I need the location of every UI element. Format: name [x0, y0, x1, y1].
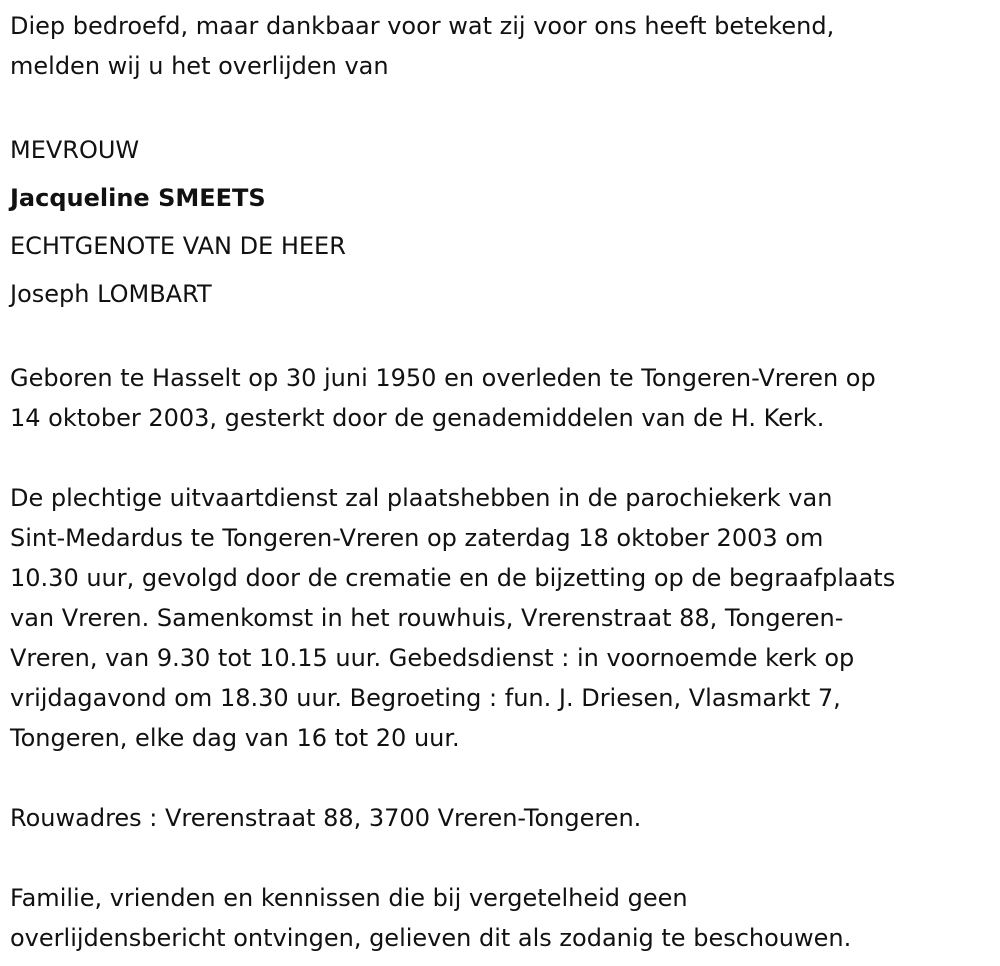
funeral-paragraph [10, 478, 995, 758]
spouse-name: Joseph LOMBART [10, 280, 212, 308]
birth-death-line: 14 oktober 2003, gesterkt door de genademiddelen van de H. Kerk. [10, 404, 825, 432]
funeral-line: vrijdagavond om 18.30 uur. Begroeting : fun. J. Driesen, Vlasmarkt 7, [10, 684, 841, 712]
birth-death-line: Geboren te Hasselt op 30 juni 1950 en overleden te Tongeren-Vreren op [10, 364, 876, 392]
salutation: MEVROUW [10, 136, 140, 164]
intro-paragraph [10, 6, 995, 86]
closing-line: Familie, vrienden en kennissen die bij vergetelheid geen [10, 884, 688, 912]
mourning-address: Rouwadres : Vrerenstraat 88, 3700 Vreren-Tongeren. [10, 804, 642, 832]
closing-paragraph [10, 878, 995, 958]
spacer [10, 86, 995, 126]
funeral-line: 10.30 uur, gevolgd door de crematie en de bijzetting op de begraafplaats [10, 564, 896, 592]
funeral-line: van Vreren. Samenkomst in het rouwhuis, Vrerenstraat 88, Tongeren- [10, 604, 844, 632]
funeral-line: De plechtige uitvaartdienst zal plaatshebben in de parochiekerk van [10, 484, 833, 512]
spacer [10, 318, 995, 358]
death-notice [10, 6, 995, 958]
closing-line: overlijdensbericht ontvingen, gelieven dit als zodanig te beschouwen. [10, 924, 852, 952]
intro-line: Diep bedroefd, maar dankbaar voor wat zij voor ons heeft betekend, [10, 12, 835, 40]
funeral-line: Sint-Medardus te Tongeren-Vreren op zaterdag 18 oktober 2003 om [10, 524, 824, 552]
intro-line: melden wij u het overlijden van [10, 52, 389, 80]
birth-death-paragraph [10, 358, 995, 438]
address-paragraph [10, 798, 995, 838]
relation-line: ECHTGENOTE VAN DE HEER [10, 232, 346, 260]
funeral-line: Vreren, van 9.30 tot 10.15 uur. Gebedsdienst : in voornoemde kerk op [10, 644, 855, 672]
deceased-name: Jacqueline SMEETS [10, 184, 266, 212]
spacer [10, 838, 995, 878]
deceased-block [10, 126, 995, 318]
spacer [10, 758, 995, 798]
spacer [10, 438, 995, 478]
funeral-line: Tongeren, elke dag van 16 tot 20 uur. [10, 724, 460, 752]
